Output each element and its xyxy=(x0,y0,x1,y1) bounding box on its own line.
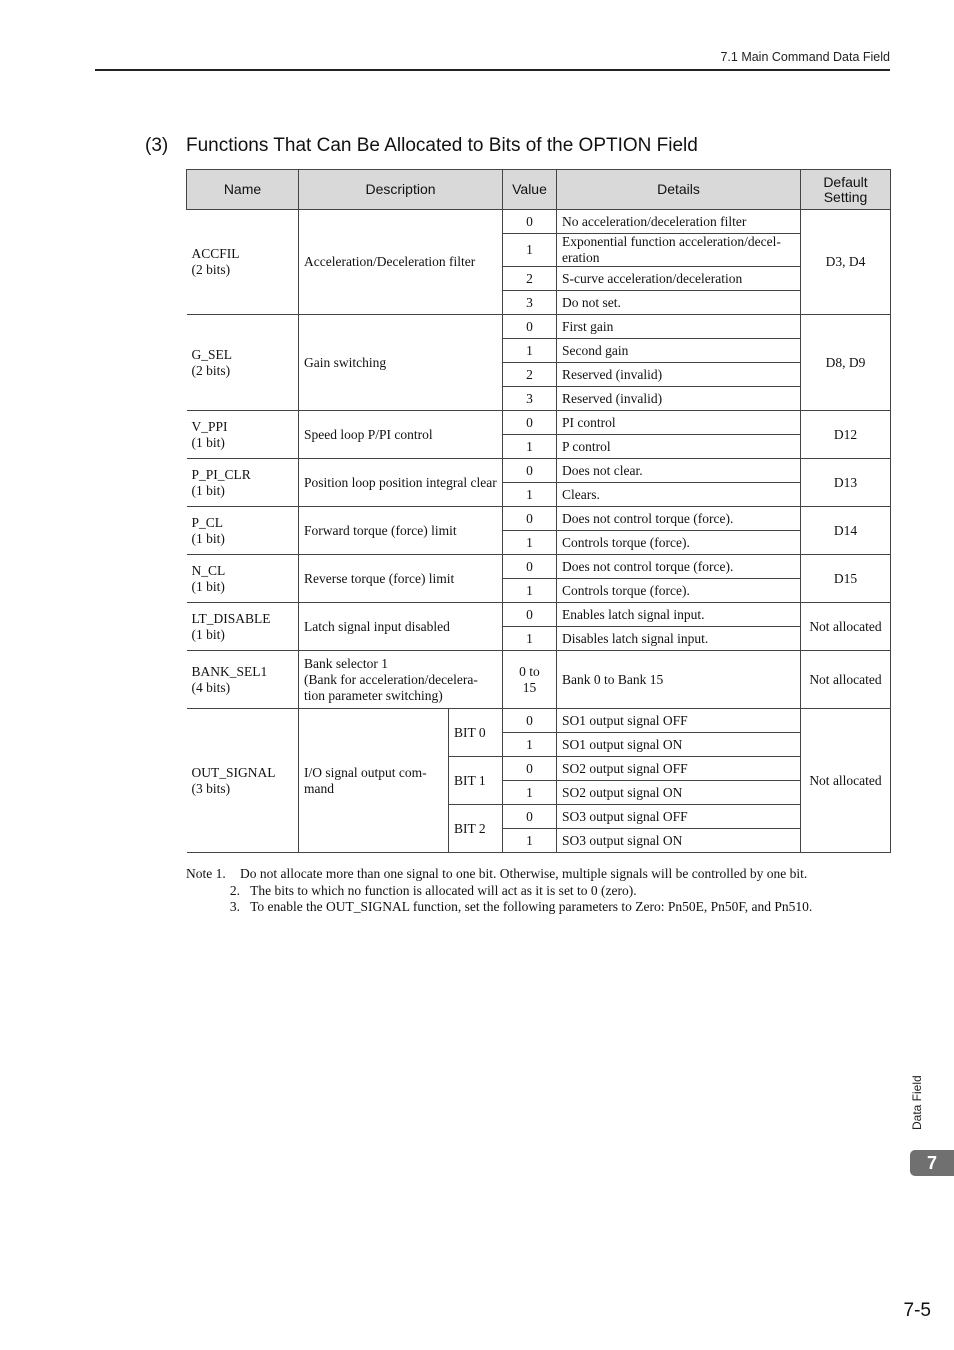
table-row xyxy=(187,411,891,435)
default-cell: D3, D4 xyxy=(801,210,891,315)
header-description: Description xyxy=(299,170,503,210)
value-cell: 0 xyxy=(503,210,557,234)
note-text: Do not allocate more than one signal to one bit. Otherwise, multiple signals will be controlled by one bit. xyxy=(240,866,808,881)
value-cell: 1 xyxy=(503,829,557,853)
details-cell: S-curve acceleration/deceleration xyxy=(557,267,801,291)
details-cell: Does not control torque (force). xyxy=(557,507,801,531)
bit-cell: BIT 2 xyxy=(449,805,503,853)
details-cell: SO1 output signal OFF xyxy=(557,709,801,733)
details-cell: Reserved (invalid) xyxy=(557,363,801,387)
value-cell: 1 xyxy=(503,531,557,555)
table-row xyxy=(187,315,891,339)
header-value: Value xyxy=(503,170,557,210)
note-text: The bits to which no function is allocated will act as it is set to 0 (zero). xyxy=(250,882,637,898)
value-cell: 0 xyxy=(503,555,557,579)
details-cell: Enables latch signal input. xyxy=(557,603,801,627)
details-cell: SO2 output signal ON xyxy=(557,781,801,805)
details-cell: Exponential function acceleration/decel-eration xyxy=(557,234,801,267)
default-cell: Not allocated xyxy=(801,651,891,709)
default-cell: Not allocated xyxy=(801,603,891,651)
value-cell: 2 xyxy=(503,267,557,291)
table-row xyxy=(187,603,891,627)
description-cell: Reverse torque (force) limit xyxy=(299,555,503,603)
value-cell: 0 xyxy=(503,709,557,733)
value-cell: 1 xyxy=(503,483,557,507)
value-cell: 1 xyxy=(503,435,557,459)
description-cell: Forward torque (force) limit xyxy=(299,507,503,555)
name-cell: P_PI_CLR (1 bit) xyxy=(187,459,299,507)
bit-cell: BIT 0 xyxy=(449,709,503,757)
details-cell: P control xyxy=(557,435,801,459)
value-cell: 3 xyxy=(503,291,557,315)
details-cell: Does not clear. xyxy=(557,459,801,483)
table-row xyxy=(187,651,891,709)
running-header: 7.1 Main Command Data Field xyxy=(720,50,890,64)
details-cell: First gain xyxy=(557,315,801,339)
details-cell: Reserved (invalid) xyxy=(557,387,801,411)
notes xyxy=(186,866,890,916)
name-cell: P_CL (1 bit) xyxy=(187,507,299,555)
description-cell: Bank selector 1 (Bank for acceleration/decelera-tion parameter switching) xyxy=(299,651,503,709)
description-cell: Gain switching xyxy=(299,315,503,411)
name-cell: LT_DISABLE (1 bit) xyxy=(187,603,299,651)
note-item xyxy=(186,866,890,883)
value-cell: 2 xyxy=(503,363,557,387)
value-cell: 1 xyxy=(503,339,557,363)
value-cell: 0 xyxy=(503,757,557,781)
table-row xyxy=(187,507,891,531)
default-cell: D15 xyxy=(801,555,891,603)
name-cell: V_PPI (1 bit) xyxy=(187,411,299,459)
description-cell: Speed loop P/PI control xyxy=(299,411,503,459)
header-name: Name xyxy=(187,170,299,210)
default-cell: D14 xyxy=(801,507,891,555)
value-cell: 0 xyxy=(503,459,557,483)
value-cell: 0 to 15 xyxy=(503,651,557,709)
note-number: 1. xyxy=(215,866,226,881)
page-number: 7-5 xyxy=(903,1300,931,1321)
details-cell: Bank 0 to Bank 15 xyxy=(557,651,801,709)
description-cell: Position loop position integral clear xyxy=(299,459,503,507)
value-cell: 0 xyxy=(503,315,557,339)
table-row xyxy=(187,459,891,483)
details-cell: Clears. xyxy=(557,483,801,507)
side-section-label: Data Field xyxy=(910,1075,924,1130)
section-number: (3) xyxy=(145,135,169,156)
value-cell: 0 xyxy=(503,603,557,627)
details-cell: No acceleration/deceleration filter xyxy=(557,210,801,234)
bit-cell: BIT 1 xyxy=(449,757,503,805)
default-cell: Not allocated xyxy=(801,709,891,853)
value-cell: 0 xyxy=(503,411,557,435)
section-title-text: Functions That Can Be Allocated to Bits of the OPTION Field xyxy=(186,135,698,156)
note-number: 3. xyxy=(229,899,240,914)
value-cell: 0 xyxy=(503,507,557,531)
value-cell: 0 xyxy=(503,805,557,829)
name-cell: G_SEL (2 bits) xyxy=(187,315,299,411)
value-cell: 1 xyxy=(503,579,557,603)
value-cell: 3 xyxy=(503,387,557,411)
details-cell: SO3 output signal OFF xyxy=(557,805,801,829)
table-row xyxy=(187,555,891,579)
details-cell: Second gain xyxy=(557,339,801,363)
value-cell: 1 xyxy=(503,234,557,267)
option-bits-table xyxy=(186,169,891,853)
details-cell: Does not control torque (force). xyxy=(557,555,801,579)
details-cell: Controls torque (force). xyxy=(557,579,801,603)
description-cell: Latch signal input disabled xyxy=(299,603,503,651)
details-cell: SO1 output signal ON xyxy=(557,733,801,757)
details-cell: PI control xyxy=(557,411,801,435)
note-label: Note xyxy=(186,866,213,881)
note-number: 2. xyxy=(229,882,240,898)
name-cell: BANK_SEL1 (4 bits) xyxy=(187,651,299,709)
name-cell: OUT_SIGNAL (3 bits) xyxy=(187,709,299,853)
description-cell: I/O signal output com-mand xyxy=(299,709,449,853)
default-cell: D8, D9 xyxy=(801,315,891,411)
header-rule xyxy=(95,69,890,71)
description-cell: Acceleration/Deceleration filter xyxy=(299,210,503,315)
value-cell: 1 xyxy=(503,733,557,757)
note-item xyxy=(186,899,890,916)
table-row xyxy=(187,210,891,234)
note-text: To enable the OUT_SIGNAL function, set the following parameters to Zero: Pn50E, Pn50F, and Pn510. xyxy=(250,899,813,914)
chapter-tab: 7 xyxy=(910,1150,954,1176)
value-cell: 1 xyxy=(503,627,557,651)
header-details: Details xyxy=(557,170,801,210)
default-cell: D12 xyxy=(801,411,891,459)
section-title xyxy=(145,135,698,157)
details-cell: Disables latch signal input. xyxy=(557,627,801,651)
name-cell: ACCFIL (2 bits) xyxy=(187,210,299,315)
default-cell: D13 xyxy=(801,459,891,507)
name-cell: N_CL (1 bit) xyxy=(187,555,299,603)
details-cell: Controls torque (force). xyxy=(557,531,801,555)
value-cell: 1 xyxy=(503,781,557,805)
header-default-setting: Default Setting xyxy=(801,170,891,210)
details-cell: SO3 output signal ON xyxy=(557,829,801,853)
details-cell: Do not set. xyxy=(557,291,801,315)
note-item xyxy=(186,883,890,900)
table-row xyxy=(187,709,891,733)
table-header-row xyxy=(187,170,891,210)
details-cell: SO2 output signal OFF xyxy=(557,757,801,781)
